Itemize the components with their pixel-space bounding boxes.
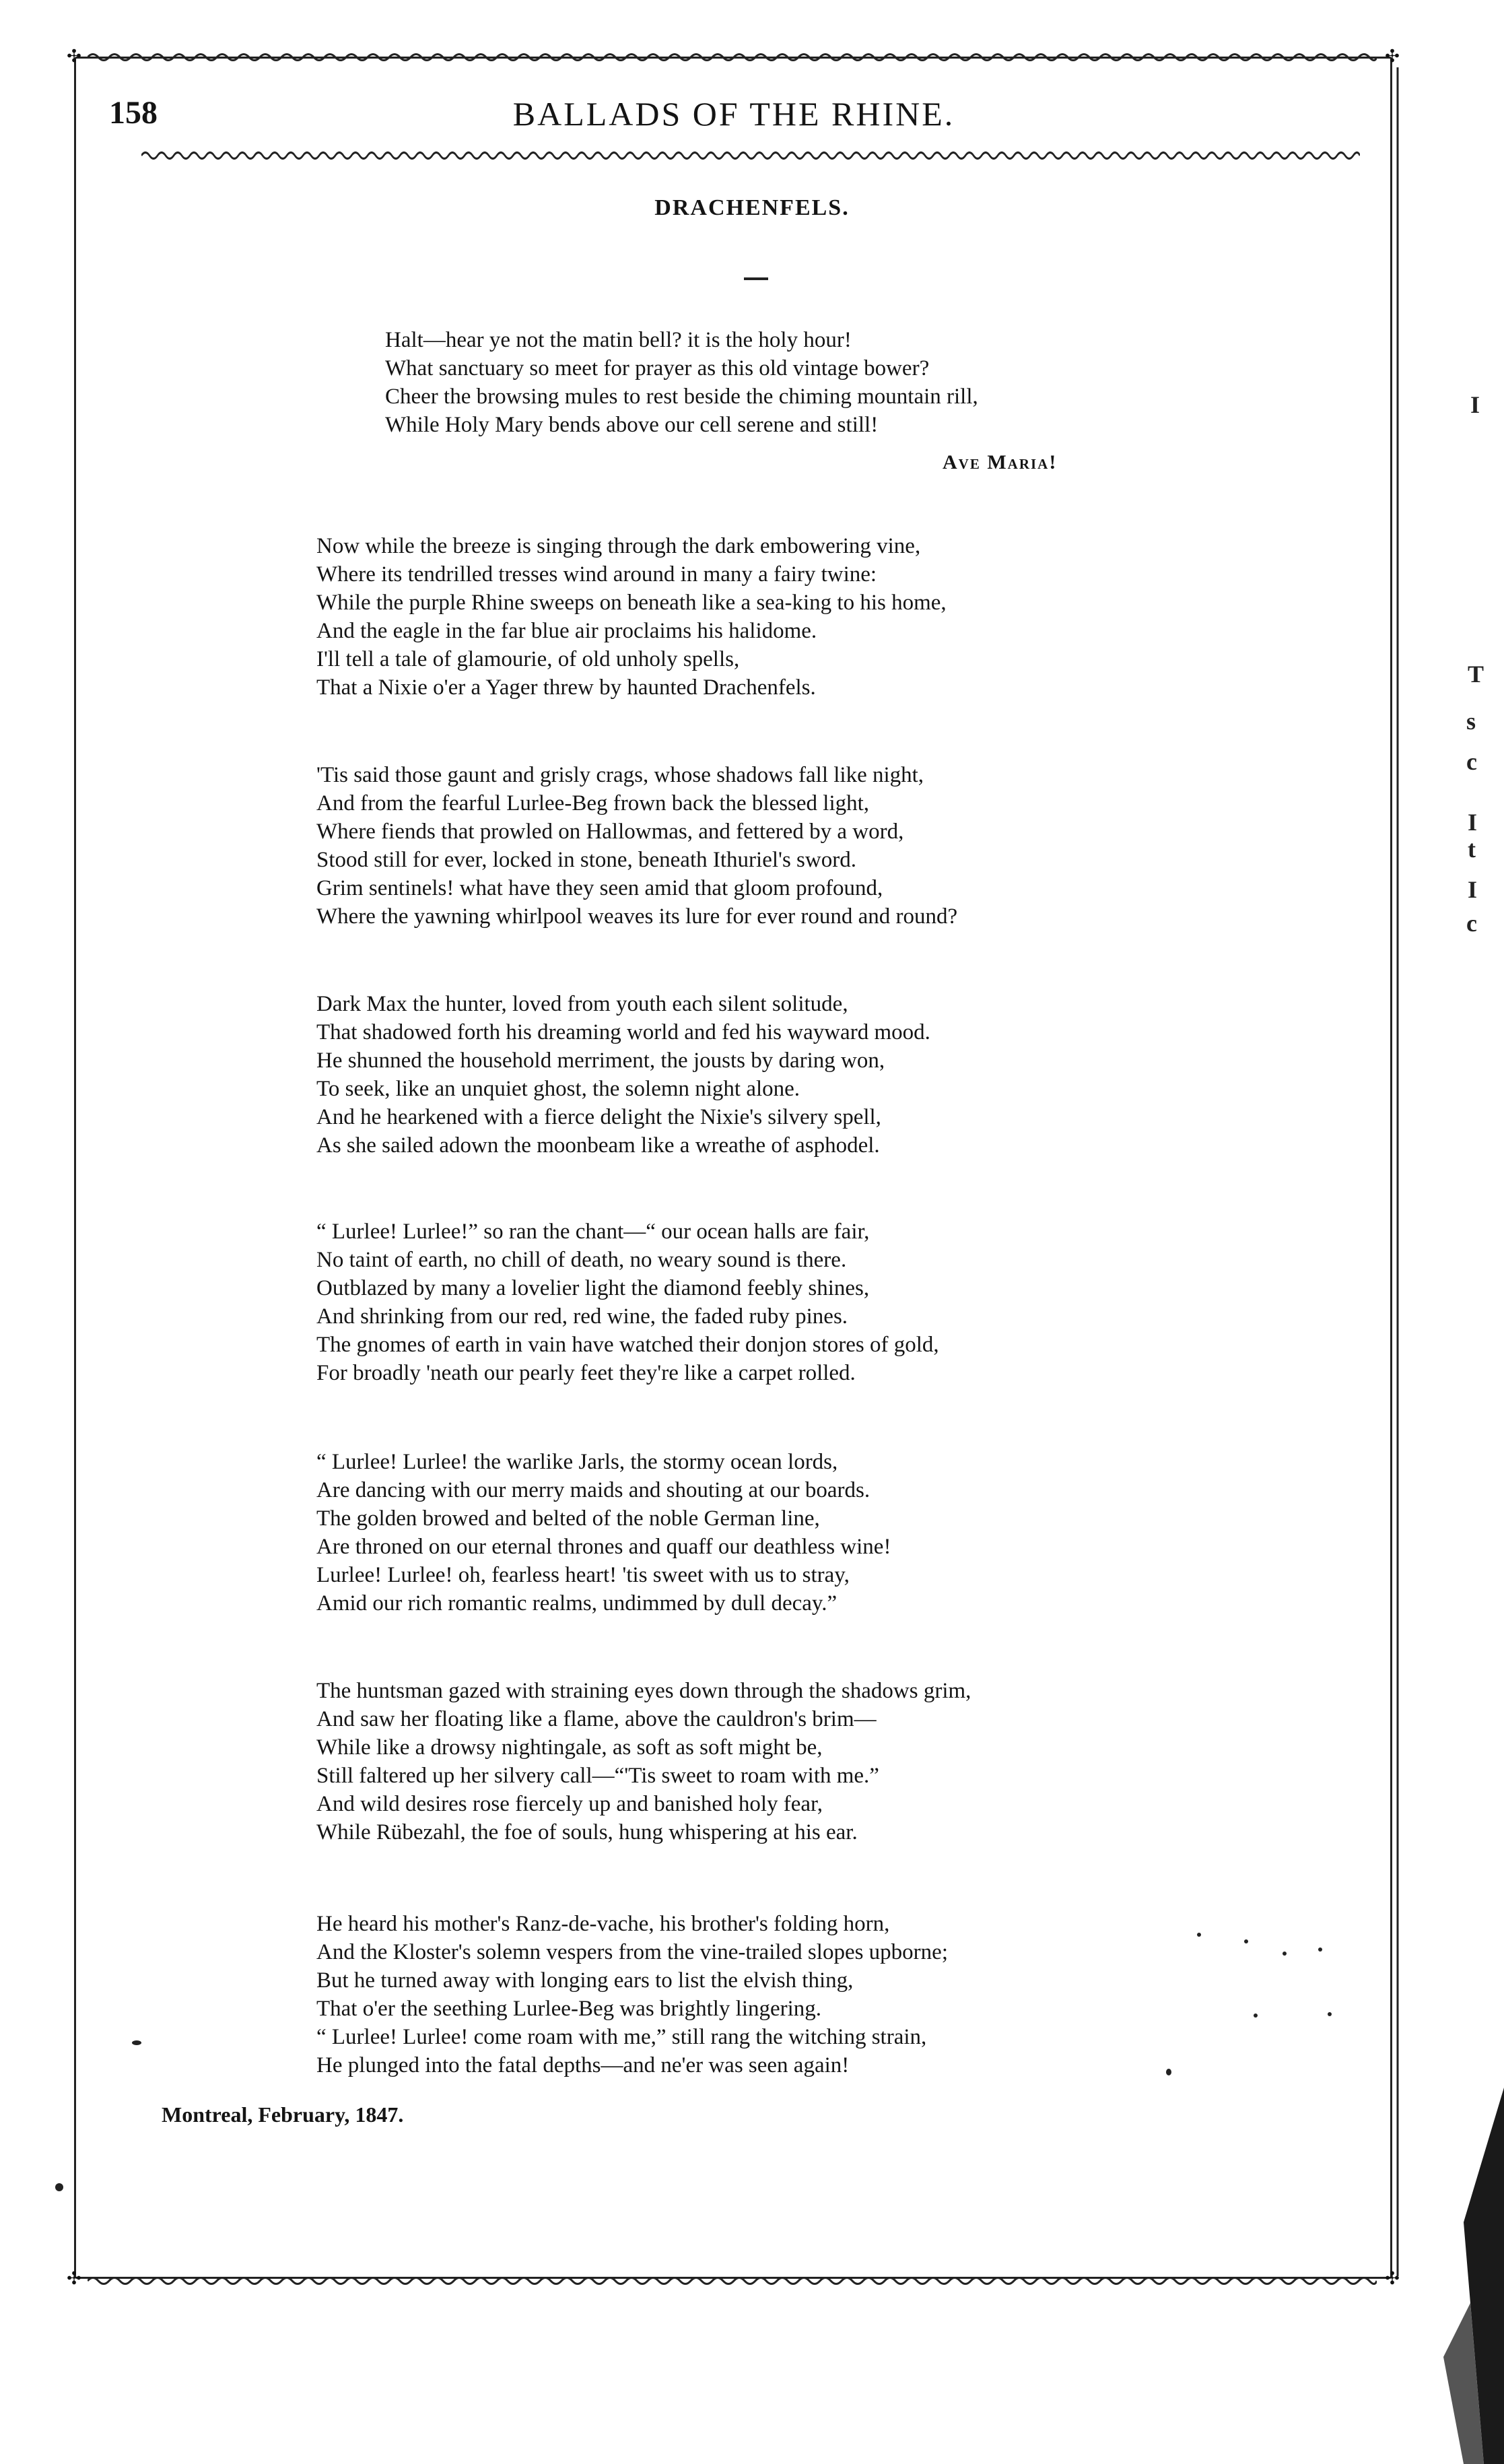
- poem-line: The gnomes of earth in vain have watched their donjon stores of gold,: [316, 1333, 939, 1357]
- running-title: BALLADS OF THE RHINE.: [512, 95, 955, 133]
- poem-line: While Rübezahl, the foe of souls, hung whispering at his ear.: [316, 1820, 858, 1844]
- corner-ornament-bottom-right: ✣: [1385, 2269, 1400, 2288]
- ink-speck: [1318, 1947, 1322, 1952]
- stanza-4: [316, 1218, 939, 1387]
- poem-line: He plunged into the fatal depths—and ne'er was seen again!: [316, 2053, 850, 2077]
- top-wavy-rule: [88, 51, 1377, 63]
- poem-line: Still faltered up her silvery call—“'Tis sweet to roam with me.”: [316, 1764, 879, 1788]
- corner-ornament-top-right: ✣: [1385, 46, 1400, 66]
- poem-line: That a Nixie o'er a Yager threw by haunted Drachenfels.: [316, 675, 816, 700]
- edge-letter: T: [1468, 661, 1484, 688]
- poem-line: And shrinking from our red, red wine, the faded ruby pines.: [316, 1304, 848, 1329]
- edge-letter: c: [1466, 910, 1477, 937]
- header-wavy-rule: [141, 149, 1360, 162]
- poem-line: Stood still for ever, locked in stone, beneath Ithuriel's sword.: [316, 848, 856, 872]
- poem-line: While the purple Rhine sweeps on beneath like a sea-king to his home,: [316, 591, 947, 615]
- poem-line: “ Lurlee! Lurlee! the warlike Jarls, the stormy ocean lords,: [316, 1450, 838, 1474]
- poem-line: That shadowed forth his dreaming world and fed his wayward mood.: [316, 1020, 930, 1044]
- poem-line: To seek, like an unquiet ghost, the solemn night alone.: [316, 1077, 800, 1101]
- poem-line: For broadly 'neath our pearly feet they're like a carpet rolled.: [316, 1361, 856, 1385]
- poem-line: And saw her floating like a flame, above the cauldron's brim—: [316, 1707, 877, 1731]
- poem-line: And he hearkened with a fierce delight the Nixie's silvery spell,: [316, 1105, 881, 1129]
- poem-line: Are throned on our eternal thrones and quaff our deathless wine!: [316, 1535, 891, 1559]
- stanza-6: [316, 1677, 971, 1846]
- poem-line: Dark Max the hunter, loved from youth each silent solitude,: [316, 992, 848, 1016]
- edge-letter: c: [1466, 748, 1477, 775]
- poem-line: Cheer the browsing mules to rest beside the chiming mountain rill,: [385, 385, 978, 409]
- poem-line: Outblazed by many a lovelier light the diamond feebly shines,: [316, 1276, 870, 1300]
- poem-line: What sanctuary so meet for prayer as this old vintage bower?: [385, 356, 930, 380]
- page-header: [101, 88, 1367, 141]
- poem-line: And the Kloster's solemn vespers from the vine-trailed slopes upborne;: [316, 1940, 948, 1964]
- poem-line: No taint of earth, no chill of death, no weary sound is there.: [316, 1248, 847, 1272]
- ink-speck: [55, 2183, 63, 2191]
- poem-line: But he turned away with longing ears to list the elvish thing,: [316, 1968, 854, 1993]
- poem-line: And wild desires rose fiercely up and banished holy fear,: [316, 1792, 823, 1816]
- edge-letter: I: [1470, 391, 1480, 418]
- stanza-2: [316, 761, 957, 931]
- ink-speck: [1244, 1939, 1248, 1943]
- poem-line: And from the fearful Lurlee-Beg frown back the blessed light,: [316, 791, 870, 815]
- poem-line: While Holy Mary bends above our cell serene and still!: [385, 413, 879, 437]
- poem-line: Are dancing with our merry maids and shouting at our boards.: [316, 1478, 870, 1502]
- edge-letter: I: [1468, 809, 1478, 836]
- poem-line: That o'er the seething Lurlee-Beg was brightly lingering.: [316, 1997, 822, 2021]
- poem-line: “ Lurlee! Lurlee!” so ran the chant—“ our ocean halls are fair,: [316, 1220, 870, 1244]
- ink-speck: [1197, 1933, 1201, 1937]
- bottom-wavy-rule: [88, 2275, 1377, 2287]
- poem-line: Grim sentinels! what have they seen amid that gloom profound,: [316, 876, 883, 900]
- ink-speck: [1254, 2013, 1258, 2018]
- dateline: Montreal, February, 1847.: [162, 2102, 404, 2127]
- poem-line: Now while the breeze is singing through the dark embowering vine,: [316, 534, 921, 558]
- poem-line: 'Tis said those gaunt and grisly crags, whose shadows fall like night,: [316, 763, 924, 787]
- poem-line: As she sailed adown the moonbeam like a wreathe of asphodel.: [316, 1133, 880, 1158]
- corner-ornament-bottom-left: ✣: [67, 2269, 81, 2288]
- refrain: Ave Maria!: [943, 451, 1058, 473]
- poem-line: While like a drowsy nightingale, as soft as soft might be,: [316, 1735, 823, 1760]
- poem-line: Amid our rich romantic realms, undimmed by dull decay.”: [316, 1591, 838, 1616]
- ink-speck: [1166, 2069, 1171, 2075]
- adjacent-page-border: [1396, 0, 1504, 2464]
- stanza-3: [316, 990, 930, 1160]
- edge-letter: I: [1468, 876, 1478, 903]
- poem-line: Where the yawning whirlpool weaves its lure for ever round and round?: [316, 904, 958, 929]
- stanza-7: [316, 1910, 948, 2079]
- poem-line: “ Lurlee! Lurlee! come roam with me,” still rang the witching strain,: [316, 2025, 927, 2049]
- edge-letter: s: [1466, 708, 1476, 735]
- stanza-1: [316, 532, 947, 702]
- poem-line: Halt—hear ye not the matin bell? it is the holy hour!: [385, 328, 852, 352]
- poem-line: Lurlee! Lurlee! oh, fearless heart! 'tis sweet with us to stray,: [316, 1563, 850, 1587]
- edge-letter: t: [1468, 836, 1476, 863]
- poem-line: The huntsman gazed with straining eyes down through the shadows grim,: [316, 1679, 971, 1703]
- poem-line: He heard his mother's Ranz-de-vache, his brother's folding horn,: [316, 1912, 890, 1936]
- corner-ornament-top-left: ✣: [67, 46, 81, 66]
- adjacent-page-edge: [1396, 0, 1504, 2464]
- poem-title: DRACHENFELS.: [654, 195, 850, 220]
- poem-line: I'll tell a tale of glamourie, of old unholy spells,: [316, 647, 740, 671]
- poem-line: And the eagle in the far blue air proclaims his halidome.: [316, 619, 817, 643]
- invocation-stanza: [385, 326, 978, 439]
- poem-line: Where its tendrilled tresses wind around in many a fairy twine:: [316, 562, 877, 587]
- stanza-5: [316, 1448, 891, 1618]
- ink-speck: [1328, 2012, 1332, 2016]
- poem-line: Where fiends that prowled on Hallowmas, and fettered by a word,: [316, 820, 904, 844]
- ink-speck: [132, 2040, 141, 2045]
- poem-line: The golden browed and belted of the noble German line,: [316, 1506, 820, 1531]
- poem-line: He shunned the household merriment, the jousts by daring won,: [316, 1048, 885, 1073]
- page-number: 158: [109, 95, 158, 131]
- title-dash: [744, 277, 768, 280]
- ink-speck: [1283, 1952, 1287, 1956]
